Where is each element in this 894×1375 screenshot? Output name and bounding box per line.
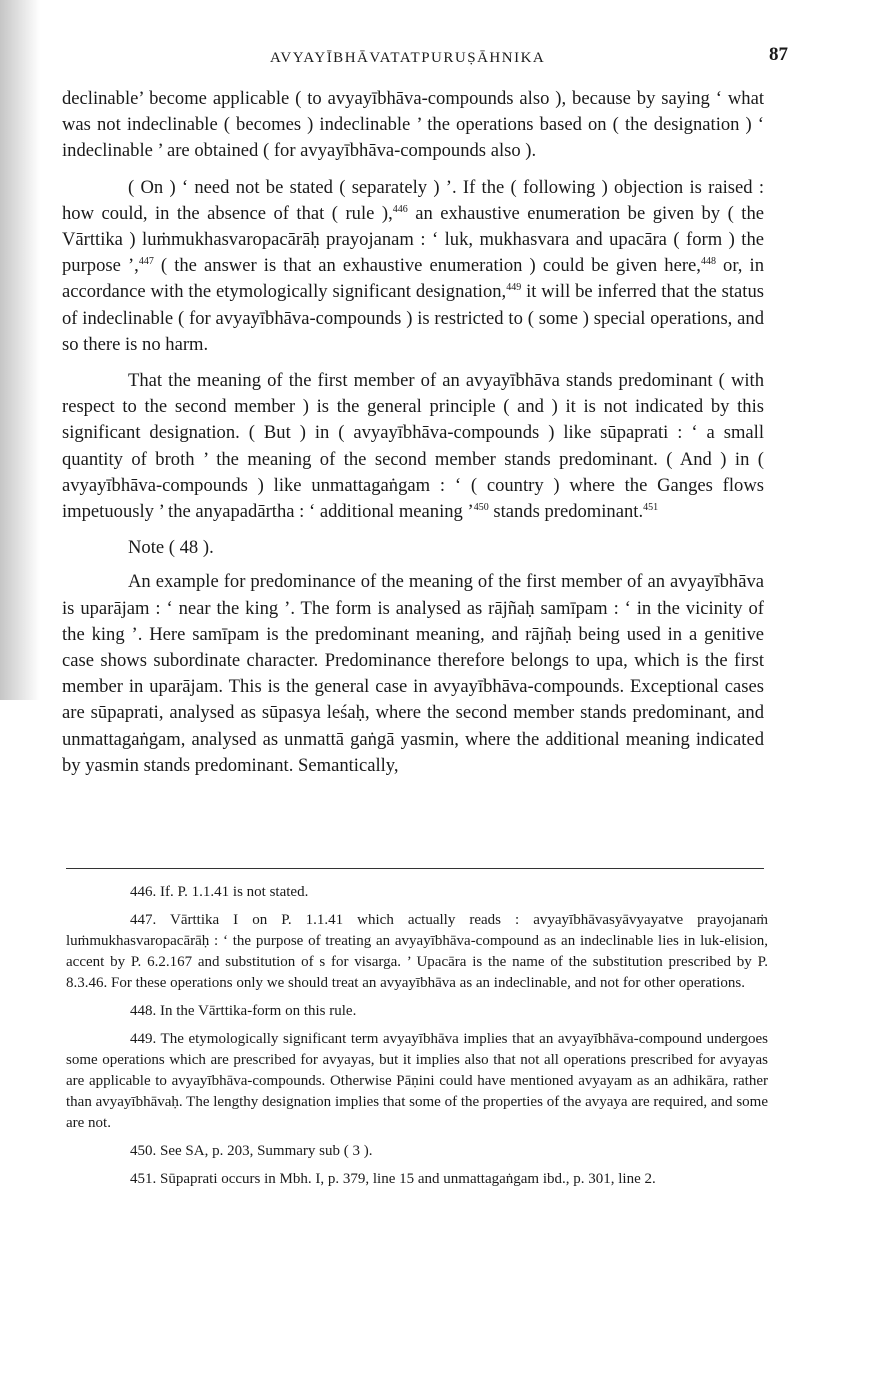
- paragraph-text: an exhaustive enumeration be given by ( the Vārttika ) luṁmukhasvaropacārāḥ prayojanam : ‘ luk, mukhasvara and upacāra ( form ) the purpose ’,: [62, 202, 764, 277]
- footnote-ref-450[interactable]: 450: [473, 501, 489, 513]
- main-text: [62, 86, 764, 789]
- paragraph-text: stands predominant.: [488, 501, 644, 523]
- footnote-ref-449[interactable]: 449: [506, 282, 522, 294]
- footnote-ref-448[interactable]: 448: [700, 256, 716, 268]
- footnote-divider: [66, 868, 764, 869]
- running-title: AVYAYĪBHĀVATATPURUṢĀHNIKA: [270, 50, 546, 66]
- paragraph-text: That the meaning of the first member of an avyayībhāva stands predominant ( with respect to the second member ) is the general principle ( and ) it is not indicated by this significant designation. ( But ) in ( avyayībhāva-compounds ) like sūpaprati : ‘ a small quantity of broth ’ the meaning of the second member stands predominant. ( And ) in ( avyayībhāva-compounds ) like unmattagaṅgam : ‘ ( country ) where the Ganges flows impetuously ’ the anyapadārtha : ‘ additional meaning ’: [62, 370, 764, 523]
- page-header: [60, 44, 788, 74]
- paragraph-text: ( On ) ‘ need not be stated ( separately ) ’. If the ( following ) objection is raised : how could, in the absence of that ( rule ),: [62, 176, 764, 224]
- footnote-449: 449. The etymologically significant term avyayībhāva implies that an avyayībhāva-compound undergoes some operations which are prescribed for avyayas, but it implies also that not all operations prescribed for avyayas are applicable to avyayībhāva-compounds. Otherwise Pāṇini could have mentioned avyayam as an adhikāra, rather than avyayībhāvaḥ. The lengthy designation implies that some of the properties of the avyaya are required, and some are not.: [66, 1031, 768, 1131]
- footnotes: [66, 882, 768, 1197]
- footnote-ref-447[interactable]: 447: [138, 256, 154, 268]
- footnote-ref-451[interactable]: 451: [643, 501, 659, 513]
- paragraph-text: it will be inferred that the status of indeclinable ( for avyayībhāva-compounds ) is restricted to ( some ) special operations, and so there is no harm.: [62, 281, 764, 355]
- footnote-448: 448. In the Vārttika-form on this rule.: [130, 1003, 357, 1019]
- note-heading: Note ( 48 ).: [128, 537, 214, 559]
- paragraph-continuation: declinable’ become applicable ( to avyayībhāva-compounds also ), because by saying ‘ what was not indeclinable ( becomes ) indeclinable ’ the operations based on ( the designation ) ‘ indeclinable ’ are obtained ( for avyayībhāva-compounds also ).: [62, 88, 764, 162]
- paragraph-text: or, in accordance with the etymologically significant designation,: [62, 255, 765, 303]
- page-number: 87: [769, 44, 788, 65]
- paragraph-note-48: An example for predominance of the meaning of the first member of an avyayībhāva is uparājam : ‘ near the king ’. The form is analysed as rājñaḥ samīpam : ‘ in the vicinity of the king ’. Here samīpam is the predominant meaning, and rājñaḥ being used in a genitive case shows subordinate character. Predominance therefore belongs to upa, which is the first member in uparājam. This is the general case in avyayībhāva-compounds. Exceptional cases are sūpaprati, analysed as sūpasya leśaḥ, where the second member stands predominant, and unmattagaṅgam, analysed as unmattā gaṅgā yasmin, where the additional meaning indicated by yasmin stands predominant. Semantically,: [62, 571, 764, 776]
- paragraph-need-not-be-stated: [62, 175, 764, 358]
- footnote-447: 447. Vārttika I on P. 1.1.41 which actually reads : avyayībhāvasyāvyayatve prayojanaṁ luṁmukhasvaropacārāḥ : ‘ the purpose of treating an avyayībhāva-compound as an indeclinable lies in luk-elision, accent by P. 6.2.167 and substitution of s for visarga. ’ Upacāra is the name of the substitution prescribed by P. 8.3.46. For these operations only we should treat an avyayībhāva as an indeclinable, and not for other operations.: [66, 912, 768, 991]
- footnote-ref-446[interactable]: 446: [392, 203, 408, 215]
- footnote-451: 451. Sūpaprati occurs in Mbh. I, p. 379, line 15 and unmattagaṅgam ibd., p. 301, line 2.: [130, 1171, 656, 1187]
- scanned-page-edge: [0, 0, 40, 700]
- footnote-450: 450. See SA, p. 203, Summary sub ( 3 ).: [130, 1143, 373, 1159]
- paragraph-text: ( the answer is that an exhaustive enumeration ) could be given here,: [153, 255, 701, 277]
- footnote-446: 446. If. P. 1.1.41 is not stated.: [130, 884, 309, 900]
- paragraph-predominance: [62, 368, 764, 525]
